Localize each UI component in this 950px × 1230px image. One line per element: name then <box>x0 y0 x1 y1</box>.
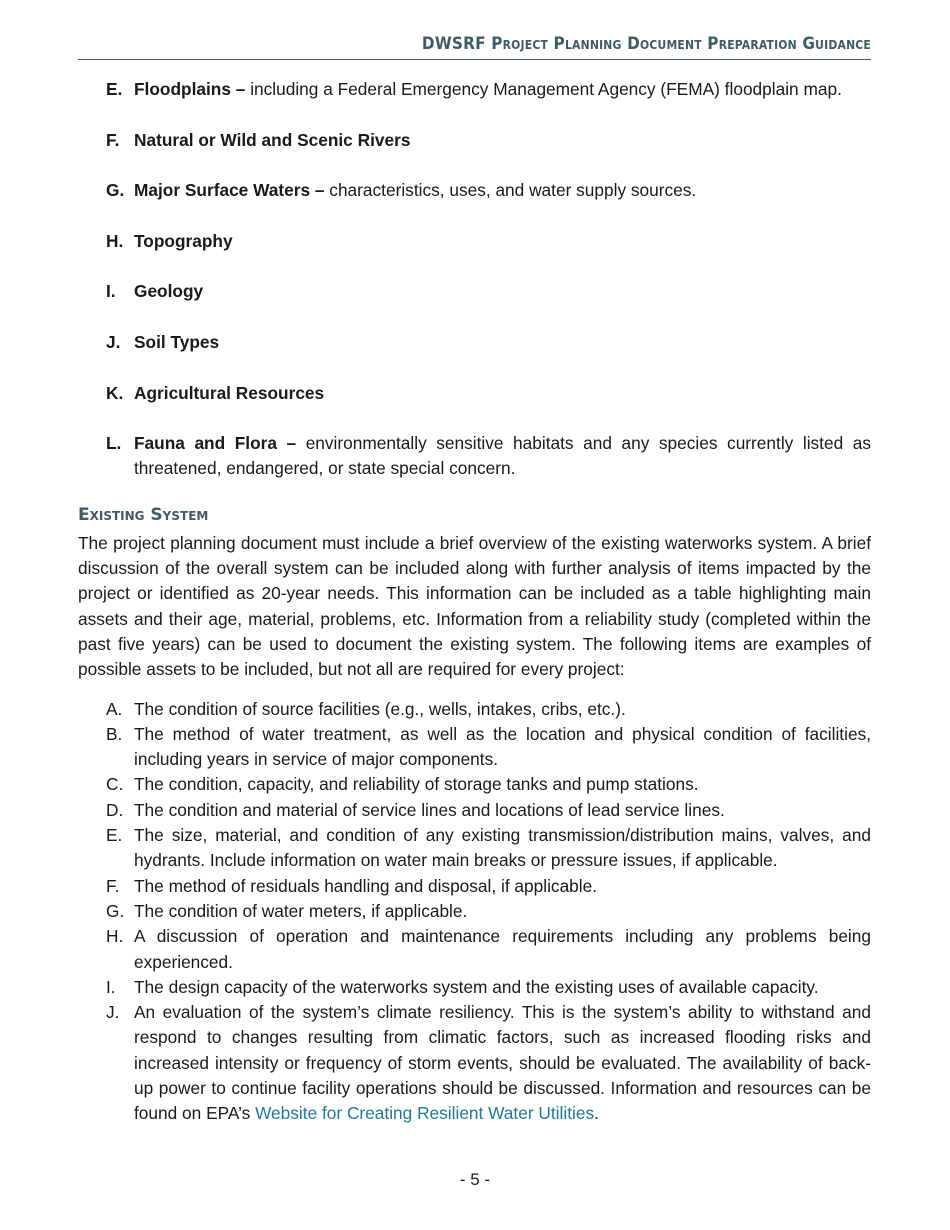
item-term: Agricultural Resources <box>134 382 325 403</box>
item-separator: – <box>276 433 306 454</box>
item-term: Natural or Wild and Scenic Rivers <box>134 129 411 150</box>
environment-list <box>78 77 871 482</box>
page-header <box>78 34 871 60</box>
list-item <box>78 77 871 102</box>
list-letter: B. <box>106 723 123 744</box>
item-text: The condition of water meters, if applicable. <box>134 900 468 921</box>
item-text: An evaluation of the system’s climate resiliency. This is the system’s ability to withstand and respond to changes resulting from climatic factors, such as increased flooding risks and increased intensity or frequency of storm events, should be evaluated. The availability of back-up power to continue facility operations should be discussed. Information and resources can be found on EPA’s <box>134 1002 871 1124</box>
list-letter: E. <box>106 79 123 99</box>
list-letter: F. <box>106 129 120 150</box>
existing-system-paragraph: The project planning document must include a brief overview of the existing waterworks system. A brief discussion of the overall system can be included along with further analysis of items impacted by the project or identified as 20-year needs. This information can be included as a table highlighting main assets and their age, material, problems, etc. Information from a reliability study (completed within the past five years) can be used to document the existing system. The following items are examples of possible assets to be included, but not all are required for every project: <box>78 532 871 680</box>
list-item <box>78 697 871 722</box>
item-text: The method of residuals handling and disposal, if applicable. <box>134 875 598 896</box>
item-text: characteristics, uses, and water supply sources. <box>329 180 697 201</box>
list-item <box>78 279 871 304</box>
item-term: Soil Types <box>134 331 220 352</box>
list-item <box>78 722 871 773</box>
list-item <box>78 924 871 975</box>
item-separator: – <box>230 79 251 99</box>
document-body <box>78 77 871 1127</box>
item-text: environmentally sensitive habitats and any species currently listed as threatened, endangered, or state special concern. <box>134 433 872 479</box>
section-heading-existing-system: Existing System <box>78 504 209 525</box>
item-text: The design capacity of the waterworks system and the existing uses of available capacity. <box>134 976 819 997</box>
list-item <box>78 899 871 924</box>
item-text: The method of water treatment, as well as the location and physical condition of facilities, including years in service of major components. <box>134 723 871 770</box>
list-letter: G. <box>106 900 125 921</box>
list-letter: I. <box>106 281 116 302</box>
item-text: The condition of source facilities (e.g., wells, intakes, cribs, etc.). <box>134 698 626 719</box>
list-letter: H. <box>106 926 124 947</box>
list-item <box>78 128 871 153</box>
list-item <box>78 772 871 797</box>
list-item <box>78 178 871 203</box>
item-text-end: . <box>594 1103 599 1124</box>
resilient-water-utilities-link[interactable]: Website for Creating Resilient Water Utilities <box>255 1103 595 1124</box>
list-item <box>78 1000 871 1126</box>
item-term: Major Surface Waters <box>134 180 311 201</box>
list-item <box>78 330 871 355</box>
list-item <box>78 381 871 406</box>
list-item <box>78 798 871 823</box>
list-item <box>78 823 871 874</box>
item-term: Fauna and Flora <box>134 433 277 454</box>
item-term: Floodplains <box>134 79 231 99</box>
list-letter: E. <box>106 825 123 846</box>
list-letter: A. <box>106 698 123 719</box>
list-letter: D. <box>106 799 124 820</box>
list-letter: C. <box>106 774 124 795</box>
item-text: The size, material, and condition of any existing transmission/distribution mains, valves, and hydrants. Include information on water main breaks or pressure issues, if applicable. <box>134 825 871 871</box>
list-item <box>78 975 871 1000</box>
page-number: - 5 - <box>459 1170 491 1189</box>
assets-list <box>78 697 871 1127</box>
item-text: The condition and material of service lines and locations of lead service lines. <box>134 799 725 820</box>
list-letter: J. <box>106 1002 120 1023</box>
list-letter: I. <box>106 976 116 997</box>
list-letter: J. <box>106 331 121 352</box>
list-item <box>78 229 871 254</box>
list-letter: G. <box>106 180 125 201</box>
list-item <box>78 874 871 899</box>
item-term: Geology <box>134 281 204 302</box>
item-text: The condition, capacity, and reliability of storage tanks and pump stations. <box>134 774 699 795</box>
list-letter: H. <box>106 230 124 251</box>
list-letter: L. <box>106 433 122 454</box>
item-text: including a Federal Emergency Management Agency (FEMA) floodplain map. <box>250 79 842 99</box>
item-separator: – <box>310 180 330 201</box>
list-item <box>78 431 871 482</box>
list-letter: F. <box>106 875 120 896</box>
item-term: Topography <box>134 230 233 251</box>
item-text: A discussion of operation and maintenance requirements including any problems being experienced. <box>134 926 871 972</box>
header-title: DWSRF Project Planning Document Preparation Guidance <box>421 34 871 54</box>
list-letter: K. <box>106 382 124 403</box>
